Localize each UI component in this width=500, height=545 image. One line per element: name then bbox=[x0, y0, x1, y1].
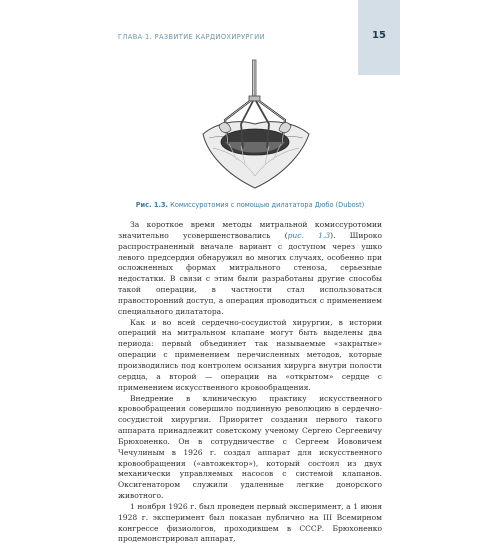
caption-label: Рис. 1.3. bbox=[135, 201, 169, 209]
figure-reference-link[interactable]: рис. 1.3 bbox=[287, 230, 331, 240]
page-number: 15 bbox=[372, 30, 386, 41]
paragraph-4: 1 ноября 1926 г. был проведен первый эксперимент, а 1 июня 1928 г. эксперимент был показан публично на III Всемирном конгрессе физиологов, проходившем в СССР. Брюхоненко продемонстрировал аппарат, bbox=[118, 501, 382, 544]
paragraph-1-start: За короткое время методы митральной комиссуротомии значительно усовершенствовались ( bbox=[118, 220, 382, 240]
paragraph-1-end: ). Широко распространенный вначале вариант с доступом через ушко левого предсердия обнаружил во многих случаях, особенно при осложненных формах митрального стеноза, серьезные недостатки. В связи с этим были разработаны другие способы такой операции, в частности стал использоваться правосторонний доступ, а операция проводиться с применением специального дилататора. bbox=[118, 230, 382, 316]
figure-caption bbox=[118, 201, 382, 209]
body-text bbox=[118, 220, 382, 545]
paragraph-1 bbox=[118, 220, 382, 318]
paragraph-3: Внедрение в клиническую практику искусственного кровообращения совершило подлинную революцию в сердечно-сосудистой хирургии. Приоритет создания первого такого аппарата принадлежит советскому ученому Сергею Сергеевичу Брюхоненко. Он в сотрудничестве с Сергеем Иововичем Чечулиным в 1926 г. создал аппарат для искусственного кровообращения («автожектор»), который состоял из двух механически управляемых насосов с системой клапанов. Оксигенатором служили удаленные легкие донорского животного. bbox=[118, 393, 382, 501]
dubost-dilator-illustration bbox=[195, 52, 315, 200]
caption-text: Комиссуротомия с помощью дилататора Дюбо (Dubost) bbox=[168, 201, 365, 209]
paragraph-2: Как и во всей сердечно-сосудистой хирургии, в истории операций на митральном клапане могут быть выделены два периода: первый объединяет так называемые «закрытые» операции с применением перечисленных методов, которые производились под контролем осязания хирурга внутри полости сердца, а второй — операции на «открытом» сердце с применением искусственного кровообращения. bbox=[118, 317, 382, 392]
page-number-tab bbox=[358, 0, 400, 75]
chapter-title: ГЛАВА 1. РАЗВИТИЕ КАРДИОХИРУРГИИ bbox=[118, 33, 265, 41]
dilator-illustration-icon bbox=[195, 52, 315, 200]
